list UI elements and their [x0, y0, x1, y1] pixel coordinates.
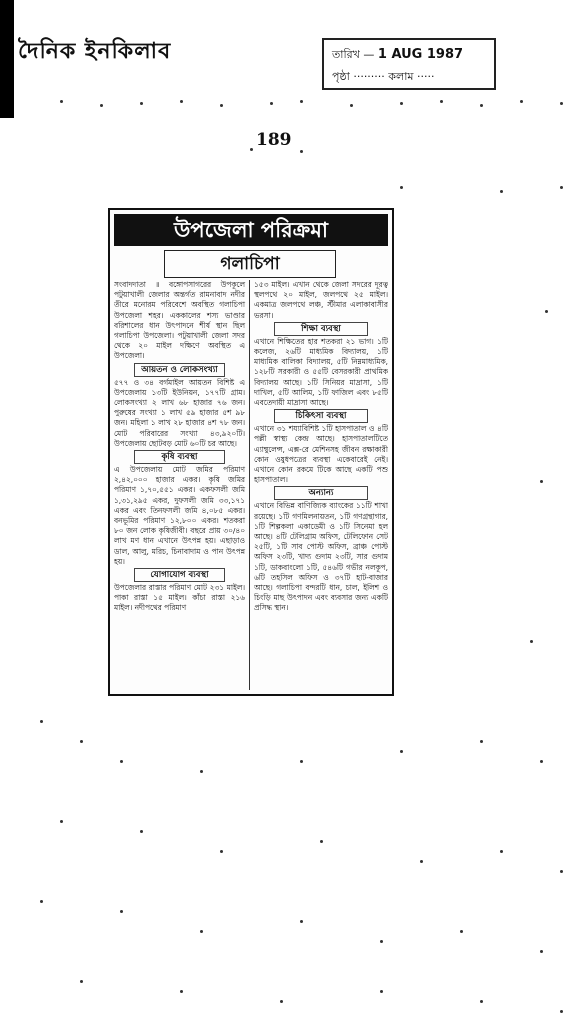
scan-speck — [400, 102, 403, 105]
scan-speck — [60, 820, 63, 823]
scan-speck — [300, 920, 303, 923]
paragraph: এ উপজেলায় মোট জমির পরিমাণ ২,৪২,০০০ হাজার একর। কৃষি জমির পরিমাণ ১,৭০,৫৫১ একর। একফসলী জমি ১,৩১,২৯৫ একর, দুফসলী জমি ৩৩,১৭১ একর এবং তিনফসলী জমি ৪,০৮৫ একর। বনভূমির পরিমাণ ১২,৮০০ একর। শতকরা ৮০ জন লোক কৃষিজীবী। বছরে প্রায় ৩০/৪০ লাখ মণ ধান এখানে উৎপন্ন হয়। এছাড়াও ডাল, আলু, মরিচ, চিনাবাদাম ও পান উৎপন্ন হয়। — [114, 465, 245, 566]
scan-speck — [200, 930, 203, 933]
scan-speck — [270, 102, 273, 105]
scan-speck — [200, 770, 203, 773]
paragraph: উপজেলার রাস্তার পরিমাণ মোট ২৩১ মাইল। পাকা রাস্তা ১৫ মাইল। কাঁচা রাস্তা ২১৬ মাইল। নদীপথের পরিমাণ — [114, 583, 245, 613]
scan-speck — [440, 100, 443, 103]
scan-speck — [530, 640, 533, 643]
scan-speck — [400, 750, 403, 753]
stamp-page-label: পৃষ্ঠা — [332, 70, 350, 83]
scan-speck — [560, 102, 563, 105]
scan-speck — [120, 910, 123, 913]
scan-speck — [545, 310, 548, 313]
scan-speck — [560, 1010, 563, 1013]
scan-speck — [460, 930, 463, 933]
scan-speck — [80, 980, 83, 983]
scan-speck — [300, 760, 303, 763]
stamp-page-row: পৃষ্ঠা ········· কলাম ····· — [332, 70, 435, 83]
stamp-date-label: তারিখ — [332, 48, 360, 61]
paragraph: এখানে ৩১ শয্যাবিশিষ্ট ১টি হাসপাতাল ও ৪টি পল্লী স্বাস্থ্য কেন্দ্র আছে। হাসপাতালটিতে এ্যাম্বুলেন্স, এক্স-রে মেশিনসহ জীবন রক্ষাকারী কোন ওষুধপত্রের ব্যবস্থা একেবারেই নেই। এখানে কোন রকমে টিকে আছে একটি পশু হাসপাতাল। — [254, 424, 388, 485]
scan-speck — [350, 104, 353, 107]
scan-speck — [180, 100, 183, 103]
scan-speck — [320, 840, 323, 843]
section-heading: কৃষি ব্যবস্থা — [134, 450, 225, 464]
scan-edge — [0, 0, 14, 118]
section-heading: আয়তন ও লোকসংখ্যা — [134, 363, 225, 377]
newspaper-clipping — [108, 208, 394, 696]
scan-speck — [280, 1000, 283, 1003]
scan-speck — [140, 102, 143, 105]
scan-speck — [420, 860, 423, 863]
article-column-right — [254, 280, 388, 690]
page-number: 189 — [256, 130, 292, 150]
scan-speck — [120, 760, 123, 763]
paragraph: সংবাদদাতা ॥ বঙ্গোপসাগরের উপকূলে পটুয়াখালী জেলার অন্তর্গত রামনাবাদ নদীর তীরে মনোরম পরিবেশে অবস্থিত গলাচিপা উপজেলা শহর। এককালের শস্য ভাণ্ডার বরিশালের ধান উৎপাদনে শীর্ষ স্থান ছিল গলাচিপা উপজেলা। পটুয়াখালী জেলা সদর থেকে ২০ মাইল দক্ষিণে অবস্থিত এ উপজেলা। — [114, 280, 245, 361]
paragraph: এখানে শিক্ষিতের হার শতকরা ২১ ভাগ। ১টি কলেজ, ২৬টি মাধ্যমিক বিদ্যালয়, ১টি মাধ্যমিক বালিকা বিদ্যালয়, ৫টি নিম্নমাধ্যমিক, ১২৮টি সরকারী ও ৫৫টি বেসরকারী প্রাথমিক বিদ্যালয় আছে। ১টি সিনিয়র মাদ্রাসা, ১টি দাখিল, ৫টি আলিম, ১টি ফাজিল এবং ৮৫টি এবতেদায়ী মাদ্রাসা আছে। — [254, 336, 388, 408]
article-banner: উপজেলা পরিক্রমা — [114, 214, 388, 246]
section-heading: অন্যান্য — [274, 486, 368, 500]
section-heading: শিক্ষা ব্যবস্থা — [274, 322, 368, 336]
scan-speck — [300, 150, 303, 153]
scan-speck — [40, 900, 43, 903]
stamp-date-value: 1 AUG 1987 — [377, 47, 464, 62]
scan-speck — [560, 186, 563, 189]
scan-speck — [60, 100, 63, 103]
scan-speck — [380, 940, 383, 943]
paragraph: এখানে বিভিন্ন বাণিজ্যিক ব্যাংকের ১১টি শাখা রয়েছে। ১টি গণমিলনায়তন, ১টি গণগ্রন্থাগার, ১টি শিল্পকলা একাডেমী ও ১টি সিনেমা হল আছে। ৪টি টেলিগ্রাম অফিস, টেলিফোন সেট ২৫টি, ১টি সাব পোস্ট অফিস, ব্রাঞ্চ পোস্ট অফিস ২৩টি, খাদ্য গুদাম ২৩টি, সার গুদাম ১টি, ডাকবাংলো ১টি, ৫৪৬টি গভীর নলকূপ, ৬টি তহসিল অফিস ও ৩৭টি হাট-বাজার আছে। গলাচিপা বন্দরটি ধান, চাল, ইলিশ ও চিংড়ি মাছ উৎপাদন এবং ব্যবসার জন্য একটি প্রসিদ্ধ স্থান। — [254, 501, 388, 613]
paragraph: ৫৭৭ ও ৩৪ বর্গমাইল আয়তন বিশিষ্ট এ উপজেলায় ১৩টি ইউনিয়ন, ১৭৭টি গ্রাম। লোকসংখ্যা ২ লাখ ৬৮ হাজার ৭৬ জন। পুরুষের সংখ্যা ১ লাখ ৫৯ হাজার ৫শ ৯৮ জন। মহিলা ১ লাখ ২৮ হাজার ৪শ ৭৮ জন। মোট পরিবারের সংখ্যা ৪৩,৯২০টি। উপজেলায় ছোটবড় মোট ৬০টি চর আছে। — [114, 377, 245, 448]
section-heading: যোগাযোগ ব্যবস্থা — [134, 568, 225, 582]
scan-speck — [180, 990, 183, 993]
scan-speck — [250, 148, 253, 151]
scan-speck — [560, 870, 563, 873]
scan-speck — [540, 950, 543, 953]
scan-speck — [300, 100, 303, 103]
article-column-left — [114, 280, 250, 690]
scan-speck — [40, 720, 43, 723]
scan-speck — [520, 100, 523, 103]
scan-speck — [480, 740, 483, 743]
stamp-col-label: কলাম — [388, 70, 414, 83]
scan-speck — [220, 104, 223, 107]
section-heading: চিকিৎসা ব্যবস্থা — [274, 409, 368, 423]
scan-speck — [100, 104, 103, 107]
paragraph: ১৫৩ মাইল। এখান থেকে জেলা সদরের দূরত্ব স্থলপথে ২০ মাইল, জলপথে ২৫ মাইল। একমাত্র জলপথে লঞ্চ, স্টীমার এলাকাবাসীর ভরসা। — [254, 280, 388, 320]
clipping-stamp — [322, 38, 496, 90]
scan-speck — [500, 850, 503, 853]
stamp-date-row: তারিখ — 1 AUG 1987 — [332, 47, 464, 62]
scan-speck — [480, 1000, 483, 1003]
scan-speck — [500, 190, 503, 193]
scan-speck — [220, 850, 223, 853]
scan-speck — [480, 104, 483, 107]
scan-speck — [140, 830, 143, 833]
scan-speck — [80, 740, 83, 743]
newspaper-masthead: দৈনিক ইনকিলাব — [18, 38, 172, 64]
scan-speck — [380, 990, 383, 993]
scan-speck — [540, 760, 543, 763]
scan-speck — [400, 186, 403, 189]
article-title: গলাচিপা — [164, 250, 336, 278]
scan-speck — [540, 480, 543, 483]
